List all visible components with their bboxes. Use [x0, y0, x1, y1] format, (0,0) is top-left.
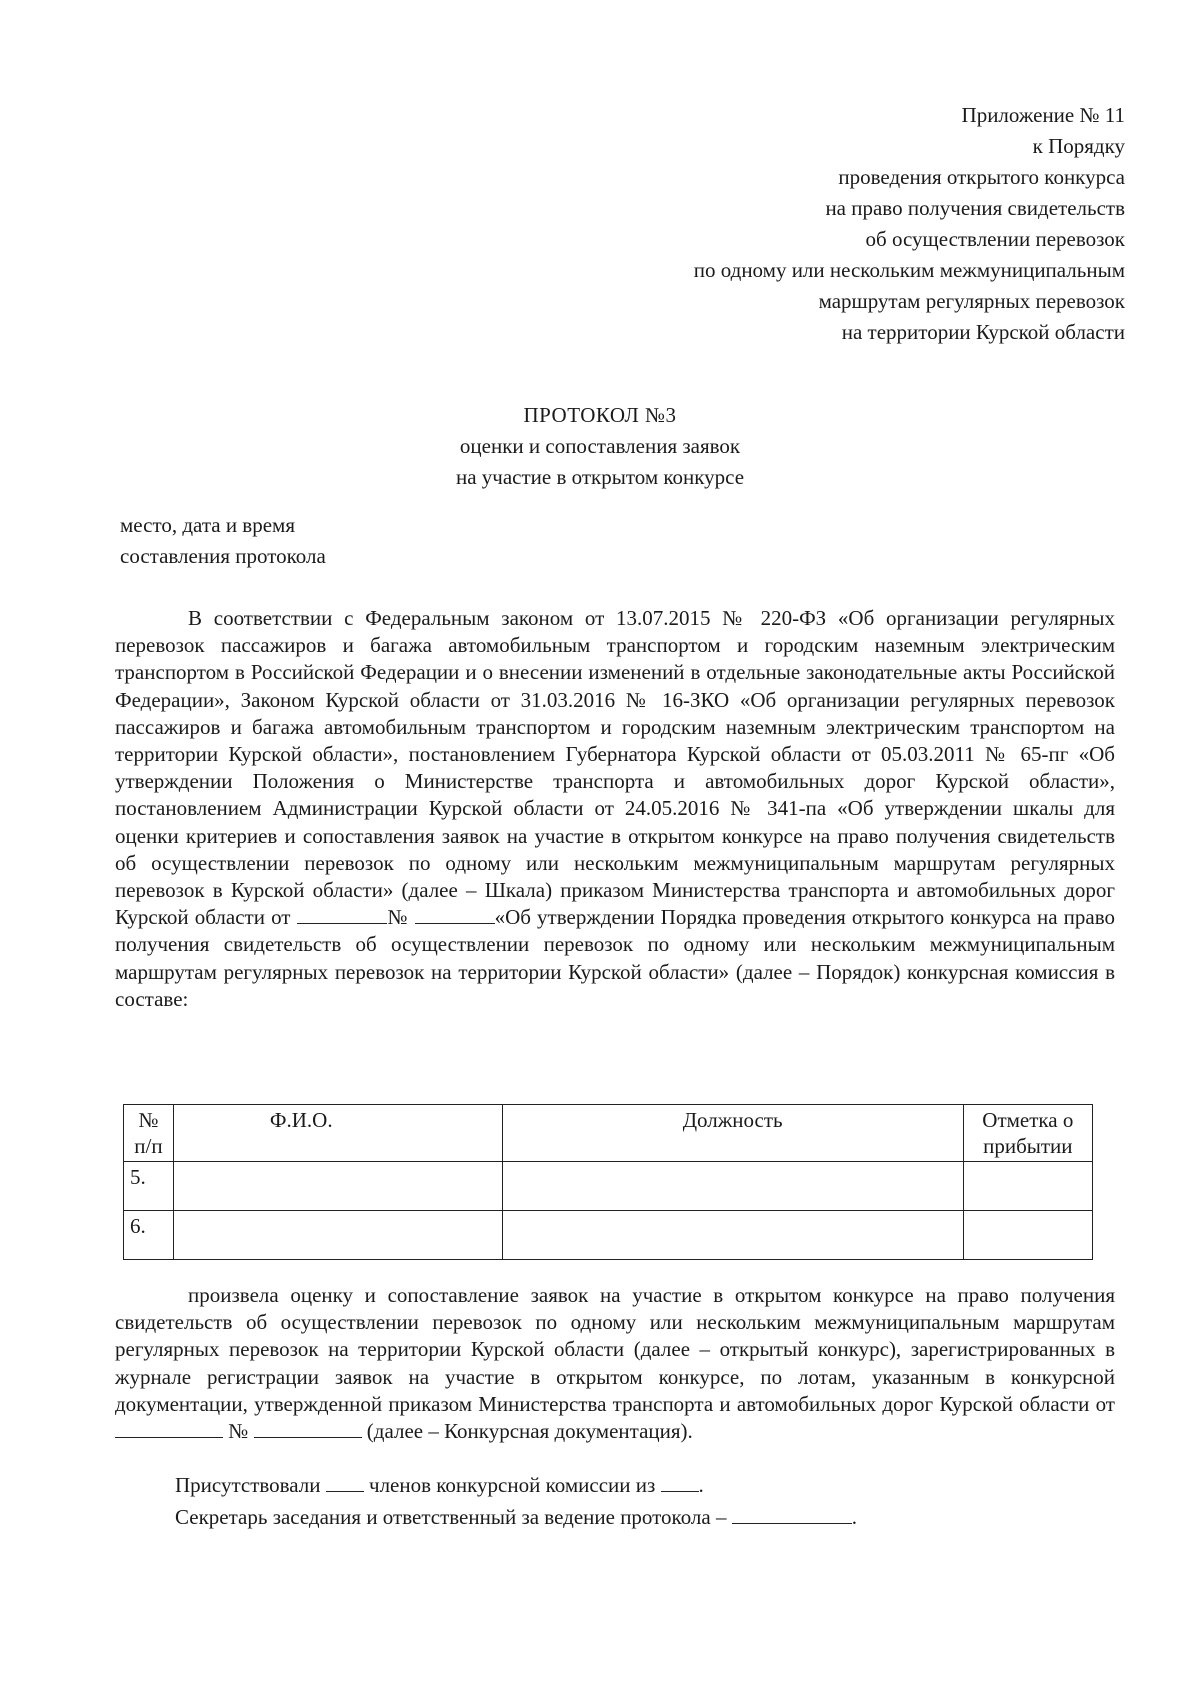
row-position — [502, 1211, 963, 1260]
present-count-blank — [326, 1473, 364, 1492]
commission-table — [123, 1104, 1093, 1260]
date-blank — [115, 1419, 223, 1438]
header-position: Должность — [502, 1105, 963, 1162]
appendix-line: по одному или нескольким межмуниципальным — [693, 258, 1125, 282]
row-mark — [963, 1162, 1092, 1211]
secretary-label: Секретарь заседания и ответственный за ведение протокола – — [175, 1505, 727, 1529]
paragraph2-part2: (далее – Конкурсная документация). — [366, 1419, 693, 1444]
appendix-line: Приложение № 11 — [961, 103, 1125, 127]
header-arrival-mark: Отметка о прибытии — [963, 1105, 1092, 1162]
row-number: 5. — [124, 1162, 174, 1211]
present-prefix: Присутствовали — [175, 1473, 321, 1497]
paragraph1-part1: В соответствии с Федеральным законом от 13.07.2015 № 220-ФЗ «Об организации регулярных перевозок пассажиров и багажа автомобильным транспортом и городским наземным электрическим транспортом в Российской Федерации и о внесении изменений в отдельные законодательные акты Российской Федерации», Законом Курской области от 31.03.2016 № 16-ЗКО «Об организации регулярных перевозок пассажиров и багажа автомобильным транспортом и городским наземным электрическим транспортом на территории Курской области», постановлением Губернатора Курской области от 05.03.2011 № 65-пг «Об утверждении Положения о Министерстве транспорта и автомобильных дорог Курской области», постановлением Администрации Курской области от 24.05.2016 № 341-па «Об утверждении шкалы для оценки критериев и сопоставления заявок на участие в открытом конкурсе на право получения свидетельств об осуществлении перевозок по одному или нескольким межмуниципальным маршрутам регулярных перевозок в Курской области» (далее – Шкала) приказом Министерства транспорта и автомобильных дорог Курской области от — [115, 606, 1115, 930]
place-date-label — [120, 510, 326, 572]
secretary-end: . — [851, 1505, 857, 1529]
appendix-line: проведения открытого конкурса — [838, 165, 1125, 189]
number-sign: № — [386, 905, 409, 930]
present-middle: членов конкурсной комиссии из — [369, 1473, 656, 1497]
header-number: № п/п — [124, 1105, 174, 1162]
protocol-title-line2: оценки и сопоставления заявок — [459, 434, 741, 458]
row-number: 6. — [124, 1211, 174, 1260]
table-row — [124, 1211, 1093, 1260]
header-fio: Ф.И.О. — [173, 1105, 502, 1162]
appendix-line: на право получения свидетельств — [825, 196, 1125, 220]
appendix-line: к Порядку — [1032, 134, 1125, 158]
paragraph2-part1: произвела оценку и сопоставление заявок на участие в открытом конкурсе на право получения свидетельств об осуществлении перевозок по одному или нескольким межмуниципальным маршрутам регулярных перевозок на территории Курской области (далее – открытый конкурс), зарегистрированных в журнале регистрации заявок на участие в открытом конкурсе, по лотам, указанным в конкурсной документации, утвержденной приказом Министерства транспорта и автомобильных дорог Курской области от — [115, 1283, 1115, 1416]
place-line2: составления протокола — [120, 544, 326, 568]
present-end: . — [698, 1473, 704, 1497]
row-position — [502, 1162, 963, 1211]
date-blank — [297, 905, 387, 924]
protocol-title-line1: ПРОТОКОЛ №3 — [523, 403, 677, 427]
row-mark — [963, 1211, 1092, 1260]
number-blank — [254, 1419, 362, 1438]
row-fio — [173, 1162, 502, 1211]
secretary-line — [175, 1501, 857, 1533]
number-blank — [415, 905, 495, 924]
place-line1: место, дата и время — [120, 513, 295, 537]
secretary-blank — [732, 1505, 852, 1524]
present-line — [175, 1469, 857, 1501]
paragraph1-part2: «Об утверждении Порядка проведения открытого конкурса на право получения свидетельств об осуществлении перевозок по одному или нескольким межмуниципальным маршрутам регулярных перевозок на территории Курской области» (далее – Порядок) конкурсная комиссия в составе: — [115, 905, 1116, 1011]
paragraph-legal-basis — [115, 605, 1115, 1013]
appendix-line: маршрутам регулярных перевозок — [818, 289, 1125, 313]
appendix-line: на территории Курской области — [841, 320, 1125, 344]
attendance-block — [175, 1469, 857, 1533]
table-header-row — [124, 1105, 1093, 1162]
total-count-blank — [661, 1473, 699, 1492]
appendix-line: об осуществлении перевозок — [865, 227, 1125, 251]
appendix-header — [425, 100, 1125, 348]
row-fio — [173, 1211, 502, 1260]
paragraph-evaluation — [115, 1282, 1115, 1445]
table-row — [124, 1162, 1093, 1211]
protocol-title — [0, 400, 1200, 493]
protocol-title-line3: на участие в открытом конкурсе — [455, 465, 745, 489]
number-sign: № — [228, 1419, 249, 1444]
